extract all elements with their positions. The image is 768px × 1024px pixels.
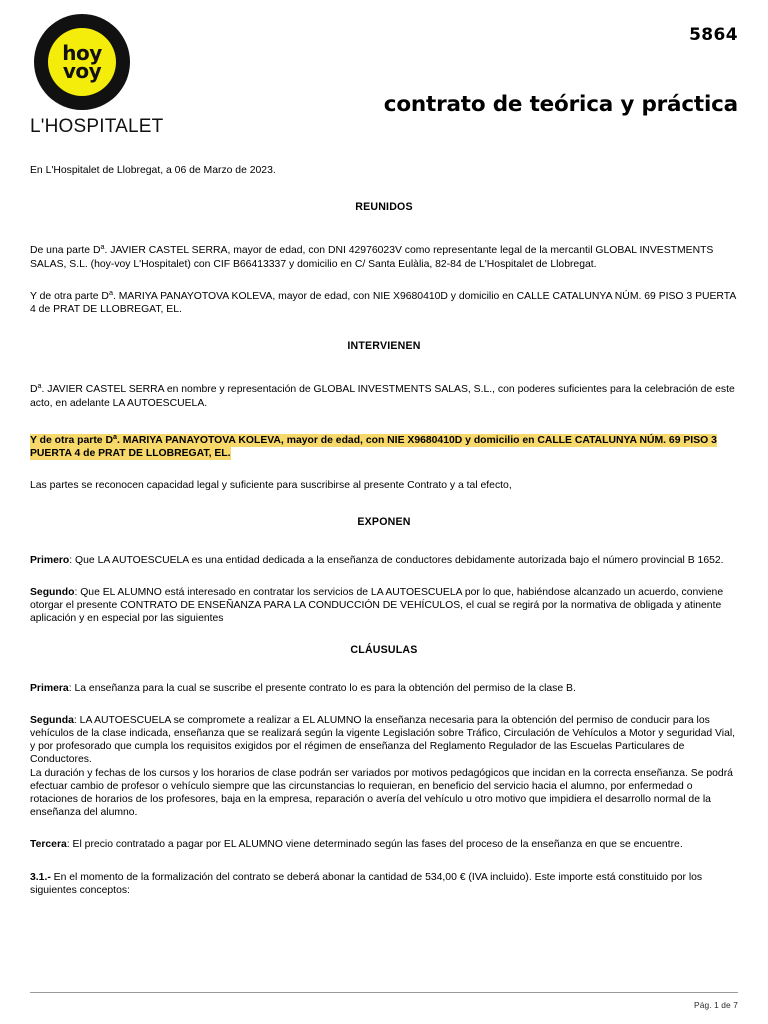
footer-divider (30, 992, 738, 993)
text-primera: : La enseñanza para la cual se suscribe el presente contrato lo es para la obtención del permiso de la clase B. (68, 682, 576, 694)
text-segunda: : LA AUTOESCUELA se compromete a realizar a EL ALUMNO la enseñanza necesaria para la obtención del permiso de conducir para los vehículos de la clase indicada, enseñanza que se realizará según la vigente Legislación sobre Tráfico, Circulación de Vehículos a Motor y seguridad Vial, y por profesorado que cumpla los requisitos exigidos por el régimen de enseñanza del Reglamento Regulador de las Escuelas Particulares de Conductores. (30, 714, 736, 766)
spacer (30, 271, 738, 290)
paragraph-tercera (30, 838, 738, 851)
highlighted-text: Y de otra parte $D^a$. MARIYA PANAYOTOVA KOLEVA, mayor de edad, con NIE X9680410D y domicilio en CALLE CATALUNYA NÚM. 69 PISO 3 PUERTA 4 de PRAT DE LLOBREGAT, EL. (30, 431, 717, 460)
label-primera: Primera (30, 682, 69, 694)
logo-text-voy: voy (62, 59, 102, 83)
spacer (30, 316, 738, 340)
spacer (30, 410, 738, 434)
paragraph-party-two-highlighted (30, 431, 738, 460)
place-and-date: En L'Hospitalet de Llobregat, a 06 de Marzo de 2023. (30, 165, 276, 176)
document-footer (30, 992, 738, 1010)
spacer (30, 695, 738, 714)
spacer (30, 852, 738, 871)
spacer (30, 214, 738, 244)
spacer (30, 353, 738, 383)
paragraph-party-one: De una parte $D^a$. JAVIER CASTEL SERRA, mayor de edad, con DNI 42976023V como representante legal de la mercantil GLOBAL INVESTMENTS SALAS, S.L. (hoy-voy L'Hospitalet) con CIF B66413337 y domicilio en C/ Santa Eulàlia, 82-84 de L'Hospitalet de Llobregat. (30, 242, 714, 270)
spacer (30, 492, 738, 516)
heading-intervienen: INTERVIENEN (347, 340, 421, 353)
heading-exponen: EXPONEN (357, 516, 411, 529)
hoyvoy-circle-icon (34, 14, 130, 110)
paragraph-segundo (30, 586, 738, 626)
heading-clausulas: CLÁUSULAS (350, 644, 418, 657)
document-number: 5864 (689, 25, 738, 45)
spacer (30, 567, 738, 586)
spacer (30, 530, 738, 554)
page-number: Pág. 1 de 7 (694, 1000, 738, 1010)
label-primero: Primero (30, 554, 70, 566)
paragraph-capacity: Las partes se reconocen capacidad legal y suficiente para suscribirse al presente Contrato y a tal efecto, (30, 480, 512, 492)
text-segundo: : Que EL ALUMNO está interesado en contratar los servicios de LA AUTOESCUELA por lo que, habiéndose alcanzado un acuerdo, conviene otorgar el presente CONTRATO DE ENSEÑANZA PARA LA CONDUCCIÓN DE VEHÍCULOS, el cual se regirá por la normativa de obligada y atinente aplicación y en especial por las siguientes (30, 586, 724, 625)
document-header (30, 0, 738, 140)
label-tercera: Tercera (30, 839, 67, 851)
label-segunda: Segunda (30, 714, 74, 726)
paragraph-primero (30, 554, 738, 567)
paragraph-segunda-cont: La duración y fechas de los cursos y los horarios de clase podrán ser variados por motivos pedagógicos que incidan en la correcta enseñanza. Se podrá efectuar cambio de profesor o vehículo siempre que las circunstancias lo requieran, en beneficio del servicio hacia el alumno, por enfermedad o rotaciones de horarios de los profesores, baja en la empresa, reparación o avería del vehículo u otro motivo que impidiera el desarrollo normal de la enseñanza del alumno. (30, 767, 733, 819)
heading-reunidos: REUNIDOS (355, 201, 413, 214)
paragraph-primera (30, 682, 738, 695)
text-tercera: : El precio contratado a pagar por EL ALUMNO viene determinado según las fases del proceso de la enseñanza en que se encuentre. (66, 839, 683, 851)
spacer (30, 658, 738, 682)
hoyvoy-inner-circle (48, 28, 116, 96)
spacer (30, 819, 738, 838)
spacer (30, 460, 738, 479)
label-segundo: Segundo (30, 586, 75, 598)
label-clause-31: 3.1.- (30, 871, 51, 883)
document-body (30, 140, 738, 897)
paragraph-party-two: Y de otra parte $D^a$. MARIYA PANAYOTOVA KOLEVA, mayor de edad, con NIE X9680410D y domicilio en CALLE CATALUNYA NÚM. 69 PISO 3 PUERTA 4 de PRAT DE LLOBREGAT, EL. (30, 287, 736, 316)
page-title: contrato de teórica y práctica (383, 92, 738, 117)
spacer (30, 625, 738, 644)
spacer (30, 177, 738, 201)
brand-logo (30, 14, 180, 138)
text-clause-31: En el momento de la formalización del contrato se deberá abonar la cantidad de 534,00 € (IVA incluido). Este importe está constituido por los siguientes conceptos: (30, 871, 703, 896)
spacer (30, 140, 738, 164)
text-primero: : Que LA AUTOESCUELA es una entidad dedicada a la enseñanza de conductores debidamente autorizada bajo el número provincial B 1652. (69, 554, 724, 566)
logo-text-hoy: hoy (62, 40, 102, 65)
paragraph-segunda (30, 714, 738, 767)
paragraph-clause-31 (30, 871, 738, 897)
paragraph-intervienen-one: $D^a$. JAVIER CASTEL SERRA en nombre y representación de GLOBAL INVESTMENTS SALAS, S.L., con poderes suficientes para la celebración de este acto, en adelante LA AUTOESCUELA. (30, 381, 735, 409)
logo-caption: L'HOSPITALET (30, 116, 164, 137)
